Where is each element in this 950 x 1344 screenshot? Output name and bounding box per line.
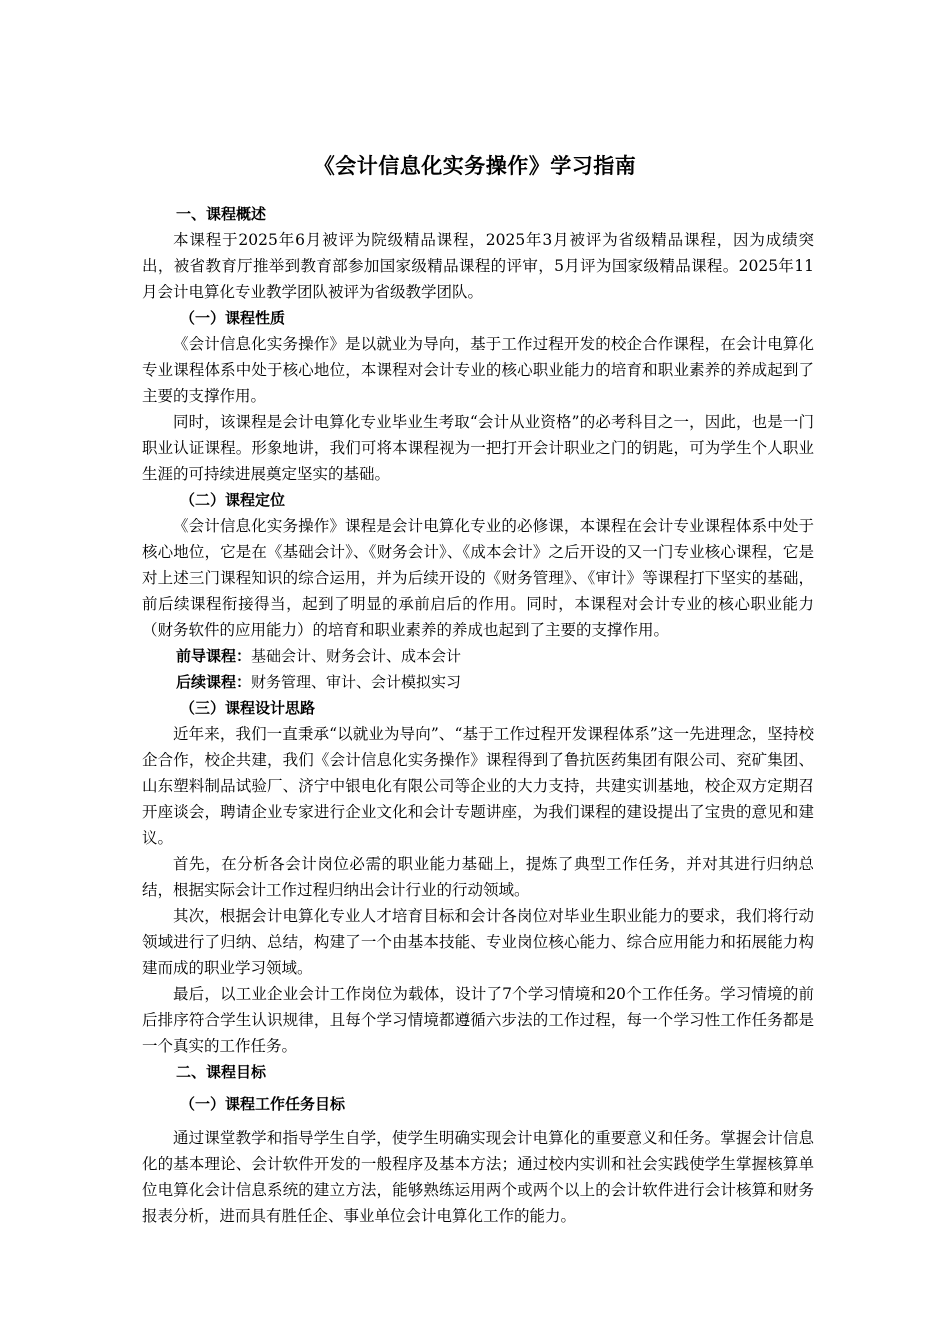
follow-up-label: 后续课程： <box>176 673 252 691</box>
follow-up-value: 财务管理、审计、会计模拟实习 <box>251 673 462 691</box>
document-title: 《会计信息化实务操作》学习指南 <box>313 154 637 178</box>
paragraph-design-3: 其次，根据会计电算化专业人才培育目标和会计各岗位对毕业生职业能力的要求，我们将行动领域进行了归纳、总结，构建了一个由基本技能、专业岗位核心能力、综合应用能力和拓展能力构建而成的职业学习领域。 <box>142 907 814 977</box>
paragraph-positioning: 《会计信息化实务操作》课程是会计电算化专业的必修课，本课程在会计专业课程体系中处于核心地位，它是在《基础会计》、《财务会计》、《成本会计》之后开设的又一门专业核心课程，它是对上述三门课程知识的综合运用，并为后续开设的《财务管理》、《审计》等课程打下坚实的基础，前后续课程衔接得当，起到了明显的承前启后的作用。同时，本课程对会计专业的核心职业能力（财务软件的应用能力）的培育和职业素养的养成也起到了主要的支撑作用。 <box>142 517 814 639</box>
prerequisite-value: 基础会计、财务会计、成本会计 <box>251 647 462 665</box>
document-body <box>142 201 814 1229</box>
paragraph-nature-2: 同时，该课程是会计电算化专业毕业生考取“会计从业资格”的必考科目之一，因此，也是一门职业认证课程。形象地讲，我们可将本课程视为一把打开会计职业之门的钥匙，可为学生个人职业生涯的可持续进展奠定坚实的基础。 <box>142 413 814 483</box>
subsection-heading-nature: （一）课程性质 <box>180 309 286 327</box>
paragraph-design-4: 最后，以工业企业会计工作岗位为载体，设计了7个学习情境和20个工作任务。学习情境的前后排序符合学生认识规律，且每个学习情境都遵循六步法的工作过程，每一个学习性工作任务都是一个真实的工作任务。 <box>142 985 814 1055</box>
prerequisite-courses <box>142 643 814 669</box>
paragraph-design-1: 近年来，我们一直秉承“以就业为导向”、“基于工作过程开发课程体系”这一先进理念，坚持校企合作，校企共建，我们《会计信息化实务操作》课程得到了鲁抗医药集团有限公司、兖矿集团、山东塑料制品试验厂、济宁中银电化有限公司等企业的大力支持，共建实训基地，校企双方定期召开座谈会，聘请企业专家进行企业文化和会计专题讲座，为我们课程的建设提出了宝贵的意见和建议。 <box>142 725 814 847</box>
section-heading-overview: 一、课程概述 <box>176 205 267 223</box>
subsection-heading-task-objectives: （一）课程工作任务目标 <box>180 1095 346 1113</box>
subsection-heading-positioning: （二）课程定位 <box>180 491 286 509</box>
subsection-heading-design: （三）课程设计思路 <box>180 699 316 717</box>
section-heading-objectives: 二、课程目标 <box>176 1063 267 1081</box>
paragraph-nature-1: 《会计信息化实务操作》是以就业为导向，基于工作过程开发的校企合作课程，在会计电算化专业课程体系中处于核心地位，本课程对会计专业的核心职业能力的培育和职业素养的养成起到了主要的支撑作用。 <box>142 335 814 405</box>
follow-up-courses <box>142 669 814 695</box>
prerequisite-label: 前导课程： <box>176 647 252 665</box>
paragraph-overview: 本课程于2025年6月被评为院级精品课程，2025年3月被评为省级精品课程，因为成绩突出，被省教育厅推举到教育部参加国家级精品课程的评审，5月评为国家级精品课程。2025年11月会计电算化专业教学团队被评为省级教学团队。 <box>142 231 814 301</box>
paragraph-task-objectives: 通过课堂教学和指导学生自学，使学生明确实现会计电算化的重要意义和任务。掌握会计信息化的基本理论、会计软件开发的一般程序及基本方法；通过校内实训和社会实践使学生掌握核算单位电算化会计信息系统的建立方法，能够熟练运用两个或两个以上的会计软件进行会计核算和财务报表分析，进而具有胜任企、事业单位会计电算化工作的能力。 <box>142 1129 814 1225</box>
paragraph-design-2: 首先，在分析各会计岗位必需的职业能力基础上，提炼了典型工作任务，并对其进行归纳总结，根据实际会计工作过程归纳出会计行业的行动领域。 <box>142 855 814 899</box>
